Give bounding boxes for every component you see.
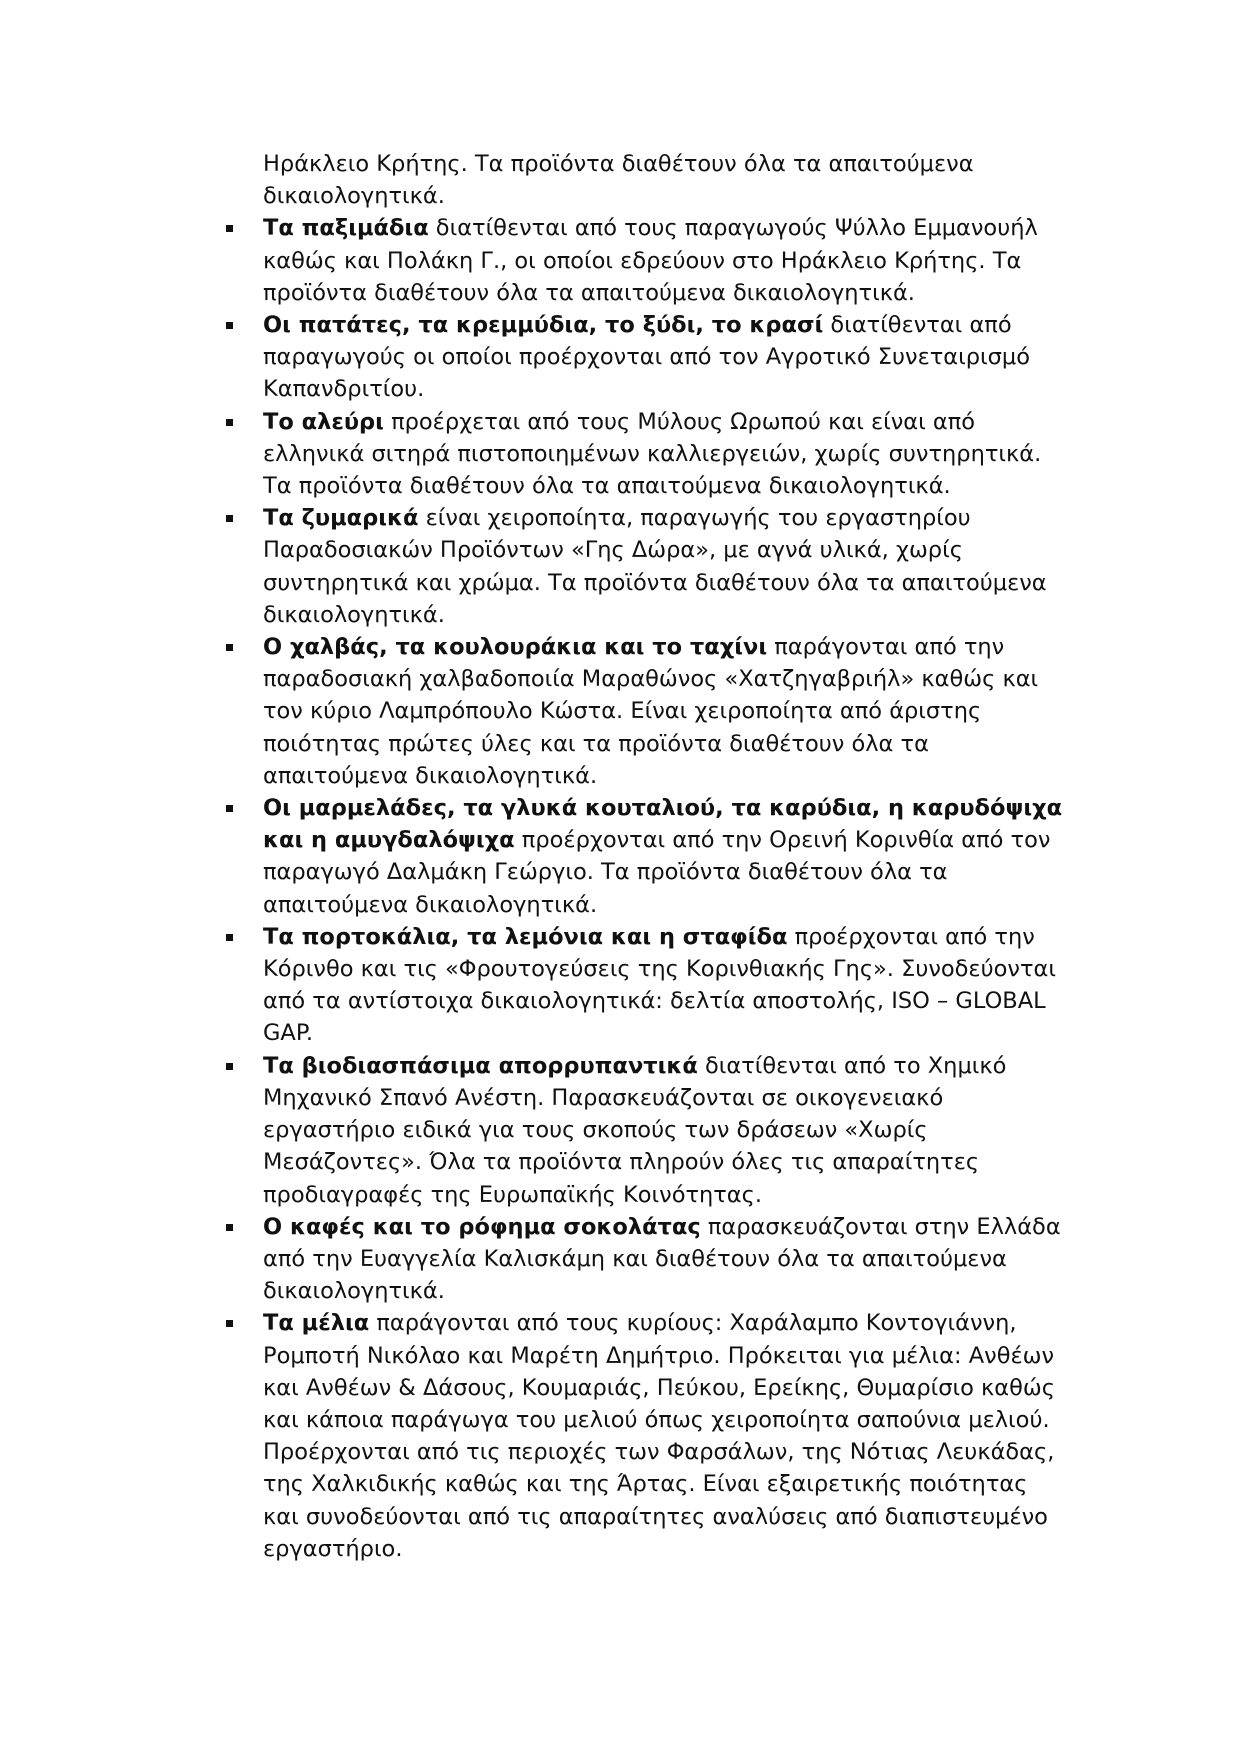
bullet-item-portokalia bbox=[263, 921, 1063, 1050]
bullet-text: παρασκευάζονται στην Ελλάδα από την Ευαγγελία Καλισκάμη και διαθέτουν όλα τα απαιτούμενα δικαιολογητικά. bbox=[263, 1213, 1061, 1305]
bullet-lead: Τα βιοδιασπάσιμα απορρυπαντικά bbox=[263, 1052, 698, 1079]
bullet-lead: Τα πορτοκάλια, τα λεμόνια και η σταφίδα bbox=[263, 923, 788, 950]
bullet-lead: Το αλεύρι bbox=[263, 408, 384, 435]
square-bullet-icon bbox=[226, 225, 233, 232]
square-bullet-icon bbox=[226, 934, 233, 941]
product-bullet-list bbox=[263, 212, 1063, 1565]
bullet-text: διατίθενται από τους παραγωγούς Ψύλλο Εμμανουήλ καθώς και Πολάκη Γ., οι οποίοι εδρεύουν στο Ηράκλειο Κρήτης. Τα προϊόντα διαθέτουν όλα τα απαιτούμενα δικαιολογητικά. bbox=[263, 215, 1038, 306]
bullet-item-patates bbox=[263, 309, 1063, 406]
bullet-text: προέρχονται από την Ορεινή Κορινθία από τον παραγωγό Δαλμάκη Γεώργιο. Τα προϊόντα διαθέτουν όλα τα απαιτούμενα δικαιολογητικά. bbox=[263, 827, 1051, 918]
bullet-item-alevri bbox=[263, 406, 1063, 503]
bullet-lead: Ο χαλβάς, τα κουλουράκια και το ταχίνι bbox=[263, 634, 768, 661]
bullet-item-aporrypantika bbox=[263, 1050, 1063, 1211]
square-bullet-icon bbox=[226, 419, 233, 426]
bullet-text: διατίθενται από το Χημικό Μηχανικό Σπανό Ανέστη. Παρασκευάζονται σε οικογενειακό εργαστήριο ειδικά για τους σκοπούς των δράσεων «Χωρίς Μεσάζοντες». Όλα τα προϊόντα πληρούν όλες τις απαραίτητες προδιαγραφές της Ευρωπαϊκής Κοινότητας. bbox=[263, 1052, 1007, 1208]
bullet-lead: Τα παξιμάδια bbox=[263, 215, 429, 242]
bullet-text: παράγονται από την παραδοσιακή χαλβαδοποιία Μαραθώνος «Χατζηγαβριήλ» καθώς και τον κύριο Λαμπρόπουλο Κώστα. Είναι χειροποίητα από άριστης ποιότητας πρώτες ύλες και τα προϊόντα διαθέτουν όλα τα απαιτούμενα δικαιολογητικά. bbox=[263, 634, 1039, 789]
bullet-item-marmelades bbox=[263, 792, 1063, 921]
square-bullet-icon bbox=[226, 1063, 233, 1070]
bullet-lead: Οι μαρμελάδες, τα γλυκά κουταλιού, τα καρύδια, η καρυδόψιχα και η αμυγδαλόψιχα bbox=[263, 795, 1063, 854]
bullet-item-zymarika bbox=[263, 502, 1063, 631]
square-bullet-icon bbox=[226, 1320, 233, 1327]
bullet-lead: Τα μέλια bbox=[263, 1310, 370, 1337]
bullet-text: προέρχεται από τους Μύλους Ωρωπού και είναι από ελληνικά σιτηρά πιστοποιημένων καλλιεργειών, χωρίς συντηρητικά. Τα προϊόντα διαθέτουν όλα τα απαιτούμενα δικαιολογητικά. bbox=[263, 408, 1042, 500]
bullet-text: διατίθενται από παραγωγούς οι οποίοι προέρχονται από τον Αγροτικό Συνεταιρισμό Καπανδριτίου. bbox=[263, 312, 1030, 403]
bullet-item-kafes bbox=[263, 1211, 1063, 1308]
bullet-item-paximadia bbox=[263, 212, 1063, 309]
square-bullet-icon bbox=[226, 515, 233, 522]
bullet-text: είναι χειροποίητα, παραγωγής του εργαστηρίου Παραδοσιακών Προϊόντων «Γης Δώρα», με αγνά υλικά, χωρίς συντηρητικά και χρώμα. Τα προϊόντα διαθέτουν όλα τα απαιτούμενα δικαιολογητικά. bbox=[263, 505, 1047, 628]
bullet-lead: Οι πατάτες, τα κρεμμύδια, το ξύδι, το κρασί bbox=[263, 312, 824, 339]
square-bullet-icon bbox=[226, 805, 233, 812]
bullet-lead: Τα ζυμαρικά bbox=[263, 505, 419, 532]
square-bullet-icon bbox=[226, 644, 233, 651]
square-bullet-icon bbox=[226, 322, 233, 329]
continuation-paragraph: Ηράκλειο Κρήτης. Τα προϊόντα διαθέτουν όλα τα απαιτούμενα δικαιολογητικά. bbox=[263, 151, 974, 210]
document-body bbox=[263, 148, 1063, 1565]
bullet-text: προέρχονται από την Κόρινθο και τις «Φρουτογεύσεις της Κορινθιακής Γης». Συνοδεύονται από τα αντίστοιχα δικαιολογητικά: δελτία αποστολής, ISO – GLOBAL GAP. bbox=[263, 923, 1056, 1047]
bullet-lead: Ο καφές και το ρόφημα σοκολάτας bbox=[263, 1213, 701, 1240]
bullet-item-halvas bbox=[263, 631, 1063, 792]
bullet-text: παράγονται από τους κυρίους: Χαράλαμπο Κοντογιάννη, Ρομποτή Νικόλαο και Μαρέτη Δημήτριο. Πρόκειται για μέλια: Ανθέων και Ανθέων & Δάσους, Κουμαριάς, Πεύκου, Ερείκης, Θυμαρίσιο καθώς και κάποια παράγωγα του μελιού όπως χειροποίητα σαπούνια μελιού. Προέρχονται από τις περιοχές των Φαρσάλων, της Νότιας Λευκάδας, της Χαλκιδικής καθώς και της Άρτας. Είναι εξαιρετικής ποιότητας και συνοδεύονται από τις απαραίτητες αναλύσεις από διαπιστευμένο εργαστήριο. bbox=[263, 1310, 1055, 1562]
bullet-item-melia bbox=[263, 1307, 1063, 1565]
square-bullet-icon bbox=[226, 1224, 233, 1231]
